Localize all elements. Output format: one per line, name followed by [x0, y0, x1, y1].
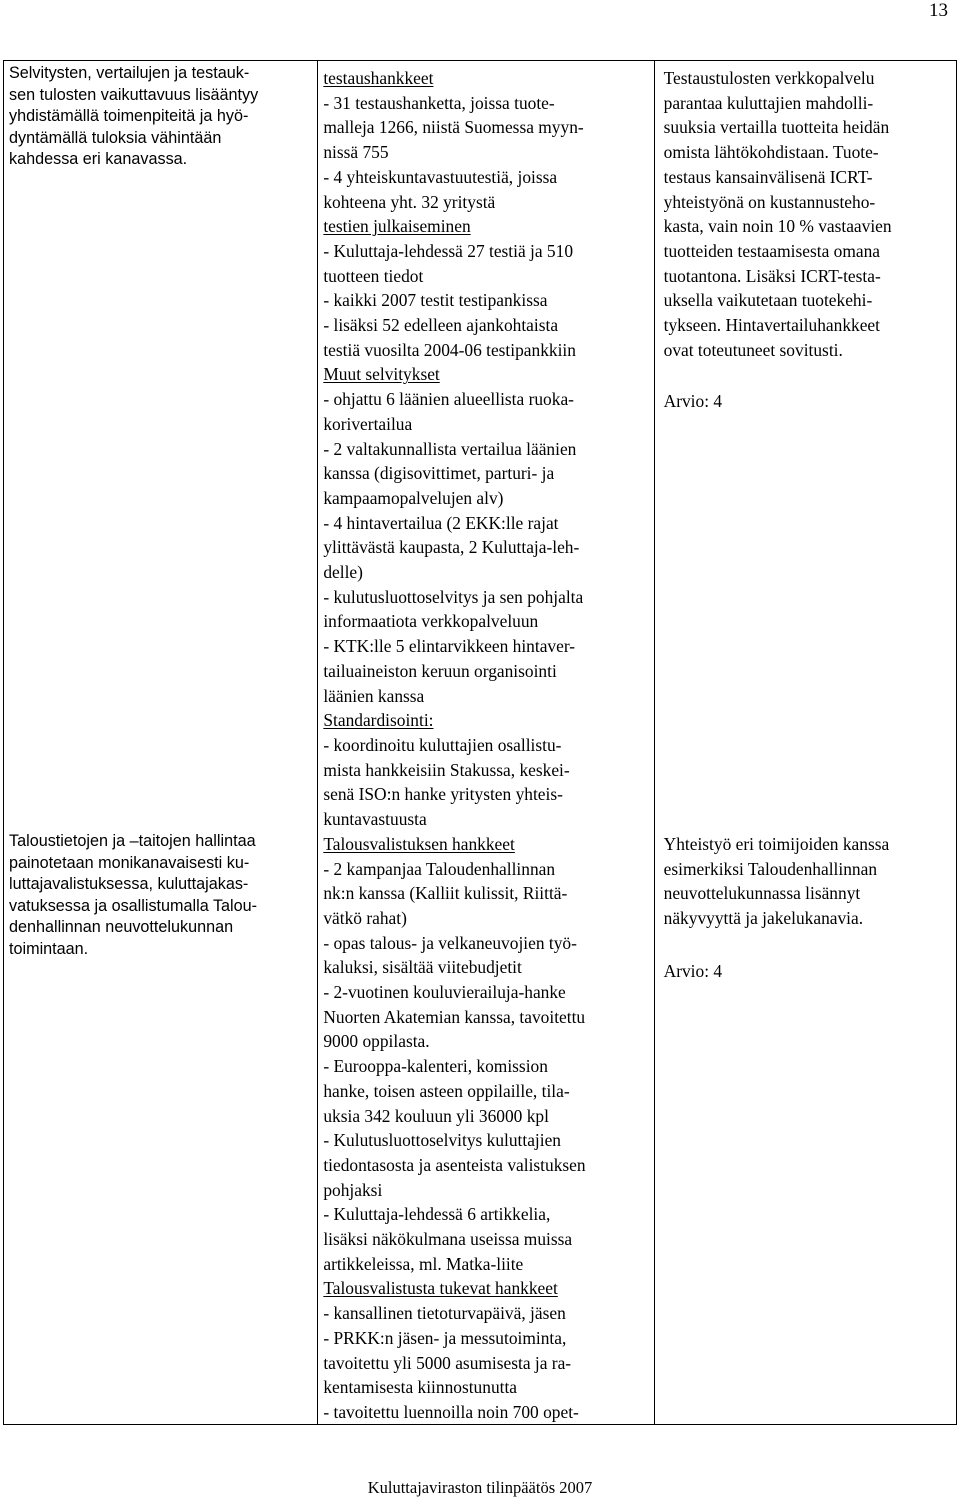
text-line: Yhteistyö eri toimijoiden kanssa	[663, 834, 890, 854]
assessment-table	[3, 60, 957, 1425]
text-line: tiedontasosta ja asenteista valistuksen	[323, 1154, 586, 1175]
text-line: - lisäksi 52 edelleen ajankohtaista	[323, 315, 559, 336]
text-line: luttajavalistuksessa, kuluttajakas-	[9, 875, 249, 894]
text-line: artikkeleissa, ml. Matka-liite	[323, 1253, 524, 1274]
text-line: tailuaineiston keruun organisointi	[323, 660, 557, 681]
text-line: kaluksi, sisältää viitebudjetit	[323, 957, 522, 978]
text-line: ovat toteutuneet sovitusti.	[663, 339, 843, 360]
text-line: pohjaksi	[323, 1179, 383, 1200]
text-line: denhallinnan neuvottelukunnan	[9, 918, 234, 937]
text-line: korivertailua	[323, 413, 413, 434]
text-line: tavoitettu yli 5000 asumisesta ja ra-	[323, 1352, 572, 1373]
text-line: uksia 342 kouluun yli 36000 kpl	[323, 1105, 549, 1126]
goal-text-bottom	[9, 831, 257, 961]
text-line: - opas talous- ja velkaneuvojien työ-	[323, 932, 577, 953]
text-line: - koordinoitu kuluttajien osallistu-	[323, 734, 562, 755]
text-line: tuotteiden testaamisesta omana	[663, 240, 880, 261]
goal-column	[4, 61, 318, 1424]
text-line: - 2-vuotinen kouluvierailuja-hanke	[323, 982, 566, 1003]
text-line: ylittävästä kaupasta, 2 Kuluttaja-leh-	[323, 537, 580, 558]
text-line: Nuorten Akatemian kanssa, tavoitettu	[323, 1006, 586, 1027]
text-line: suuksia vertailla tuotteita heidän	[663, 117, 890, 138]
text-line: näkyvyyttä ja jakelukanavia.	[663, 908, 864, 929]
evaluation-text-top	[664, 66, 892, 362]
text-line: - kansallinen tietoturvapäivä, jäsen	[323, 1303, 566, 1324]
text-line: - ohjattu 6 läänien alueellista ruoka-	[323, 389, 574, 410]
text-line: - 31 testaushanketta, joissa tuote-	[323, 92, 555, 113]
actions-column	[318, 61, 654, 1424]
text-line: uksella vaikutetaan tuotekehi-	[663, 290, 873, 311]
text-line: kanssa (digisovittimet, parturi- ja	[323, 463, 555, 484]
section-heading: testien julkaiseminen	[323, 216, 471, 237]
text-line: 9000 oppilasta.	[323, 1031, 430, 1052]
text-line: Taloustietojen ja –taitojen hallintaa	[9, 832, 256, 850]
text-line: nk:n kanssa (Kalliit kulissit, Riittä-	[323, 883, 568, 904]
rating-2: Arvio: 4	[663, 961, 723, 981]
text-line: kohteena yht. 32 yritystä	[323, 191, 496, 212]
section-heading: Talousvalistusta tukevat hankkeet	[323, 1278, 558, 1299]
text-line: - Eurooppa-kalenteri, komission	[323, 1056, 548, 1077]
text-line: - KTK:lle 5 elintarvikkeen hintaver-	[323, 636, 576, 657]
text-line: hanke, toisen asteen oppilaille, tila-	[323, 1080, 570, 1101]
text-line: - 4 hintavertailua (2 EKK:lle rajat	[323, 512, 559, 533]
text-line: - 2 kampanjaa Taloudenhallinnan	[323, 858, 556, 879]
text-line: tuotantona. Lisäksi ICRT-testa-	[663, 265, 881, 286]
text-line: dyntämällä tuloksia vähintään	[9, 128, 222, 147]
text-line: yhteistyönä on kustannusteho-	[663, 191, 876, 212]
footer: Kuluttajaviraston tilinpäätös 2007	[367, 1478, 593, 1497]
text-line: - Kulutusluottoselvitys kuluttajien	[323, 1130, 562, 1151]
page-number: 13	[929, 0, 948, 21]
text-line: mista hankkeisiin Stakussa, keskei-	[323, 759, 570, 780]
evaluation-column	[655, 61, 956, 1424]
text-line: kentamisesta kiinnostunutta	[323, 1377, 518, 1398]
text-line: malleja 1266, niistä Suomessa myyn-	[323, 117, 584, 138]
text-line: senä ISO:n hanke yritysten yhteis-	[323, 784, 563, 805]
text-line: informaatiota verkkopalveluun	[323, 611, 539, 632]
text-line: Selvitysten, vertailujen ja testauk-	[9, 64, 250, 82]
text-line: toimintaan.	[9, 939, 89, 958]
text-line: - Kuluttaja-lehdessä 27 testiä ja 510	[323, 240, 574, 261]
text-line: yhdistämällä toimenpiteitä ja hyö-	[9, 107, 249, 126]
section-heading: testaushankkeet	[323, 68, 434, 88]
text-line: neuvottelukunnassa lisännyt	[663, 883, 861, 904]
text-line: delle)	[323, 562, 363, 583]
text-line: omista lähtökohdistaan. Tuote-	[663, 142, 879, 163]
text-line: - 4 yhteiskuntavastuutestiä, joissa	[323, 166, 558, 187]
rating-1: Arvio: 4	[663, 391, 723, 411]
text-line: tuotteen tiedot	[323, 265, 424, 286]
text-line: kahdessa eri kanavassa.	[9, 150, 188, 169]
text-line: - PRKK:n jäsen- ja messutoiminta,	[323, 1327, 567, 1348]
text-line: - 2 valtakunnallista vertailua läänien	[323, 438, 577, 459]
text-line: parantaa kuluttajien mahdolli-	[663, 92, 874, 113]
text-line: kuntavastuusta	[323, 809, 427, 830]
text-line: vätkö rahat)	[323, 907, 407, 928]
text-line: - kulutusluottoselvitys ja sen pohjalta	[323, 586, 584, 607]
section-heading: Standardisointi:	[323, 710, 434, 731]
text-line: tykseen. Hintavertailuhankkeet	[663, 315, 880, 336]
text-line: Testaustulosten verkkopalvelu	[663, 68, 875, 88]
text-line: lisäksi näkökulmana useissa muissa	[323, 1229, 573, 1250]
section-heading: Muut selvitykset	[323, 364, 440, 385]
text-line: kasta, vain noin 10 % vastaavien	[663, 216, 892, 237]
text-line: vatuksessa ja osallistumalla Talou-	[9, 896, 258, 915]
text-line: - Kuluttaja-lehdessä 6 artikkelia,	[323, 1204, 551, 1225]
text-line: nissä 755	[323, 142, 389, 163]
text-line: testaus kansainvälisenä ICRT-	[663, 166, 873, 187]
evaluation-text-bottom	[664, 832, 890, 931]
actions-text	[323, 66, 585, 1425]
text-line: - tavoitettu luennoilla noin 700 opet-	[323, 1401, 579, 1422]
text-line: testiä vuosilta 2004-06 testipankkiin	[323, 339, 576, 360]
text-line: painotetaan monikanavaisesti ku-	[9, 853, 250, 872]
text-line: kampaamopalvelujen alv)	[323, 487, 504, 508]
text-line: esimerkiksi Taloudenhallinnan	[663, 858, 878, 879]
section-heading: Talousvalistuksen hankkeet	[323, 833, 515, 854]
goal-text-top	[9, 63, 258, 171]
text-line: sen tulosten vaikuttavuus lisääntyy	[9, 85, 259, 104]
text-line: läänien kanssa	[323, 685, 425, 706]
text-line: - kaikki 2007 testit testipankissa	[323, 290, 548, 311]
